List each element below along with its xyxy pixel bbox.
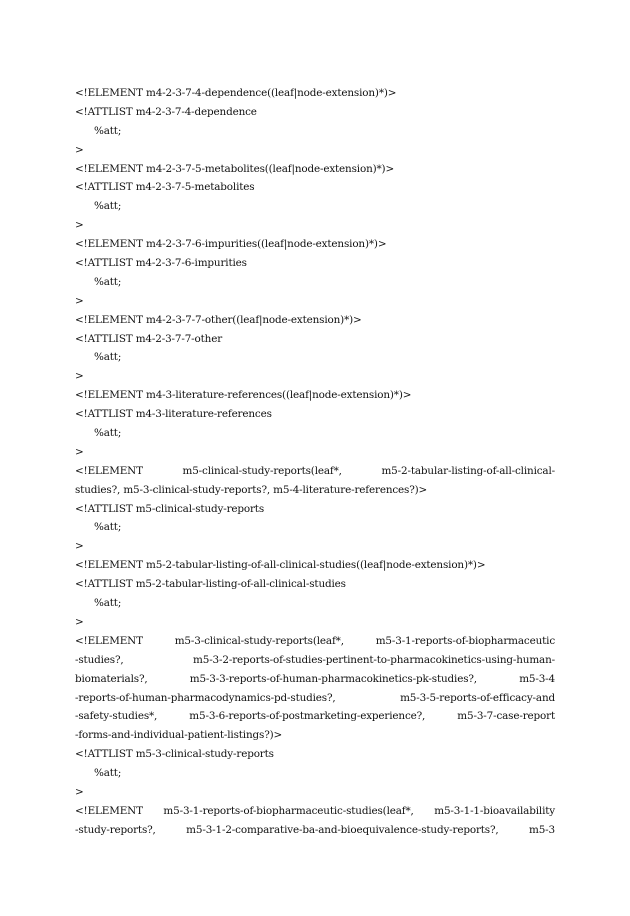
code-line: <!ATTLIST m4-2-3-7-7-other bbox=[75, 332, 223, 345]
code-line: %att; bbox=[94, 351, 122, 364]
code-line: %att; bbox=[94, 275, 122, 288]
code-line: %att; bbox=[94, 200, 122, 213]
code-line: studies?, m5-3-clinical-study-reports?, m5-4-literature-references?)> bbox=[75, 483, 428, 496]
code-line: <!ELEMENT m4-3-literature-references((leaf|node-extension)*)> bbox=[75, 389, 412, 402]
code-line: %att; bbox=[94, 124, 122, 137]
code-line: <!ATTLIST m5-clinical-study-reports bbox=[75, 502, 265, 515]
code-line: <!ELEMENT m5-clinical-study-reports(leaf*, m5-2-tabular-listing-of-all-clinical- bbox=[75, 464, 555, 477]
code-line: > bbox=[75, 143, 84, 156]
code-line: > bbox=[75, 785, 84, 798]
code-line: > bbox=[75, 294, 84, 307]
code-line: <!ELEMENT m5-2-tabular-listing-of-all-clinical-studies((leaf|node-extension)*)> bbox=[75, 559, 486, 572]
code-line: <!ATTLIST m5-3-clinical-study-reports bbox=[75, 748, 274, 761]
code-line: <!ELEMENT m4-2-3-7-6-impurities((leaf|node-extension)*)> bbox=[75, 238, 387, 251]
code-line: > bbox=[75, 540, 84, 553]
code-line: <!ELEMENT m5-3-1-reports-of-biopharmaceutic-studies(leaf*, m5-3-1-1-bioavailability bbox=[75, 804, 555, 817]
code-line: -forms-and-individual-patient-listings?)> bbox=[75, 729, 283, 742]
code-line: -studies?, m5-3-2-reports-of-studies-pertinent-to-pharmacokinetics-using-human- bbox=[75, 653, 555, 666]
code-line: %att; bbox=[94, 427, 122, 440]
dtd-code-block bbox=[75, 84, 555, 840]
code-line: %att; bbox=[94, 521, 122, 534]
code-line: <!ATTLIST m4-3-literature-references bbox=[75, 408, 272, 421]
code-line: > bbox=[75, 219, 84, 232]
code-line: <!ATTLIST m4-2-3-7-6-impurities bbox=[75, 257, 247, 270]
code-line: <!ELEMENT m4-2-3-7-7-other((leaf|node-extension)*)> bbox=[75, 313, 362, 326]
code-line: -reports-of-human-pharmacodynamics-pd-studies?, m5-3-5-reports-of-efficacy-and bbox=[75, 691, 555, 704]
code-line: <!ATTLIST m4-2-3-7-5-metabolites bbox=[75, 181, 255, 194]
code-line: -study-reports?, m5-3-1-2-comparative-ba-and-bioequivalence-study-reports?, m5-3 bbox=[75, 823, 555, 836]
code-line: <!ELEMENT m5-3-clinical-study-reports(leaf*, m5-3-1-reports-of-biopharmaceutic bbox=[75, 634, 555, 647]
code-line: %att; bbox=[94, 597, 122, 610]
code-line: <!ATTLIST m4-2-3-7-4-dependence bbox=[75, 105, 257, 118]
code-line: > bbox=[75, 615, 84, 628]
code-line: > bbox=[75, 370, 84, 383]
code-line: <!ELEMENT m4-2-3-7-4-dependence((leaf|node-extension)*)> bbox=[75, 87, 397, 99]
code-line: -safety-studies*, m5-3-6-reports-of-postmarketing-experience?, m5-3-7-case-report bbox=[75, 710, 555, 723]
code-line: biomaterials?, m5-3-3-reports-of-human-pharmacokinetics-pk-studies?, m5-3-4 bbox=[75, 672, 555, 685]
code-line: <!ELEMENT m4-2-3-7-5-metabolites((leaf|node-extension)*)> bbox=[75, 162, 395, 175]
code-line: <!ATTLIST m5-2-tabular-listing-of-all-clinical-studies bbox=[75, 578, 346, 591]
code-line: %att; bbox=[94, 767, 122, 780]
code-line: > bbox=[75, 445, 84, 458]
